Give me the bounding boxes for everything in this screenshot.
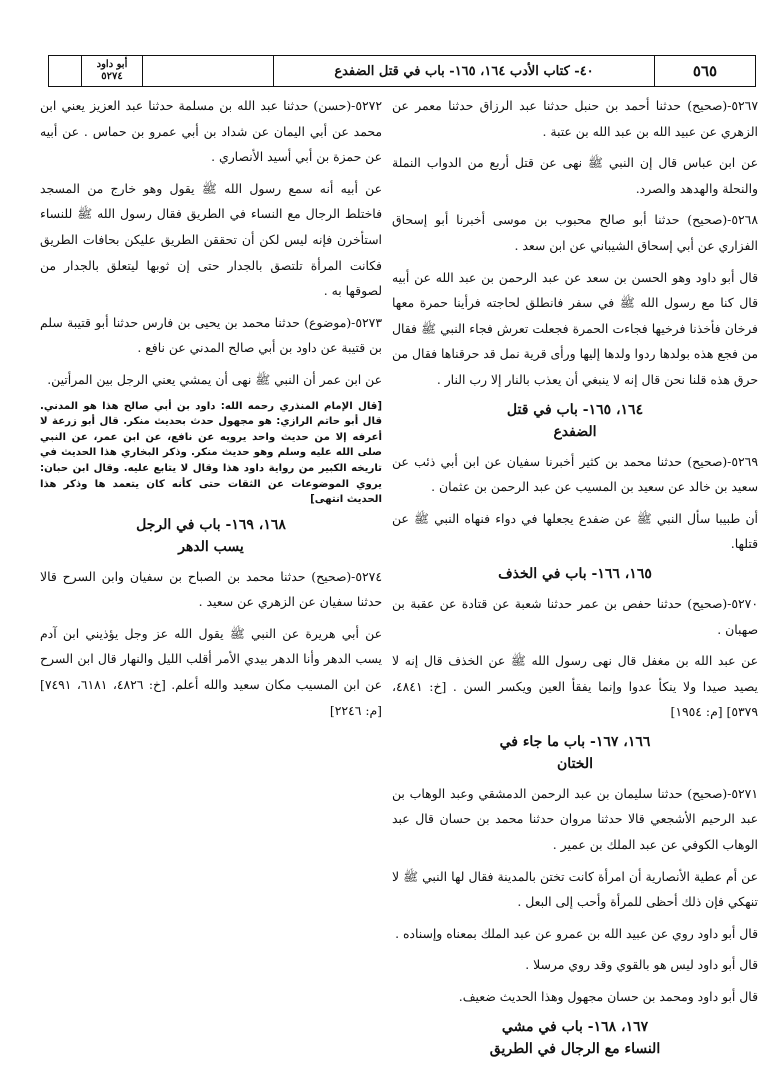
right-column: [392, 93, 758, 1066]
header-blank-cell: [142, 56, 273, 86]
hadith-paragraph: عن أم عطية الأنصارية أن امرأة كانت تختن بالمدينة فقال لها النبي ﷺ لا تنهكي فإن ذلك أحظى للمرأة وأحب إلى البعل .: [392, 868, 758, 910]
left-column: [40, 93, 382, 729]
section-heading-line: ١٦٥، ١٦٦- باب في الخذف: [498, 565, 652, 582]
book-reference: [81, 56, 142, 86]
hadith-paragraph: ٥٢٦٩-(صحيح) حدثنا محمد بن كثير أخبرنا سفيان عن ابن أبي ذئب عن سعيد بن خالد عن سعيد بن المسيب عن عبد الرحمن بن عثمان .: [392, 453, 758, 495]
hadith-paragraph: ٥٢٧٣-(موضوع) حدثنا محمد بن يحيى بن فارس حدثنا أبو قتيبة سلم بن قتيبة عن داود بن أبي صالح المدني عن نافع .: [40, 314, 382, 356]
hadith-paragraph: قال أبو داود وهو الحسن بن سعد عن عبد الرحمن بن عبد الله عن أبيه قال كنا مع رسول الله ﷺ في سفر فانطلق لحاجته فرأينا حمرة معها فرخان فأخذنا فرخيها فجاءت الحمرة فجعلت تعرش فجاء النبي ﷺ فقال من فجع هذه بولدها ردوا ولدها إليها ورأى قرية نمل قد حرقناها فقال من حرق هذه قلنا نحن قال إنه لا ينبغي أن يعذب بالنار إلا رب النار .: [392, 269, 758, 387]
chapter-title: ٤٠- كتاب الأدب ١٦٤، ١٦٥- باب في قتل الضفدع: [273, 56, 654, 86]
footnote: [قال الإمام المنذري رحمه الله: داود بن أبي صالح هذا هو المدني. قال أبو حاتم الرازي: هو مجهول حدث بحديث منكر. قال أبو زرعة لا أعرفه إلا من حديث واحد يرويه عن نافع، عن ابن عمر، عن النبي صلى الله عليه وسلم وهو حديث منكر. وذكر البخاري هذا الحديث في تاريخه الكبير من رواية داود هذا وقال لا يتابع عليه. وقال ابن حبان: يروي الموضوعات عن الثقات حتى كأنه كان يتعمد ها وذكر هذا الحديث انتهى]: [40, 400, 382, 506]
hadith-number: ٥٢٧٤: [101, 71, 123, 82]
section-heading-line: ١٦٦، ١٦٧- باب ما جاء في: [499, 733, 651, 750]
section-heading: [392, 399, 758, 443]
section-heading: [392, 563, 758, 585]
hadith-paragraph: قال أبو داود ليس هو بالقوي وقد روي مرسلا .: [525, 957, 758, 973]
section-heading-line: ١٦٧، ١٦٨- باب في مشي: [501, 1018, 649, 1035]
section-heading: [40, 514, 382, 558]
hadith-paragraph: عن ابن عمر أن النبي ﷺ نهى أن يمشي يعني الرجل بين المرأتين.: [47, 371, 382, 387]
hadith-paragraph: ٥٢٧٢-(حسن) حدثنا عبد الله بن مسلمة حدثنا عبد العزيز يعني ابن محمد عن أبي اليمان عن شداد بن أبي عمرو بن حماس . عن أبيه عن حمزة بن أبي أسيد الأنصاري .: [40, 98, 382, 165]
hadith-paragraph: عن أبي هريرة عن النبي ﷺ يقول الله عز وجل يؤذيني ابن آدم يسب الدهر وأنا الدهر بيدي الأمر أقلب الليل والنهار قال ابن السرح عن ابن المسيب مكان سعيد والله أعلم. [خ: ٤٨٢٦، ٦١٨١، ٧٤٩١] [م: ٢٢٤٦]: [40, 625, 382, 718]
hadith-paragraph: ٥٢٦٧-(صحيح) حدثنا أحمد بن حنبل حدثنا عبد الرزاق حدثنا معمر عن الزهري عن عبيد الله بن عبد الله بن عتبة .: [392, 98, 758, 139]
section-heading-line: الختان: [557, 755, 593, 772]
hadith-paragraph: عن أبيه أنه سمع رسول الله ﷺ يقول وهو خارج من المسجد فاختلط الرجال مع النساء في الطريق فقال رسول الله ﷺ للنساء استأخرن فإنه ليس لكن أن تحققن الطريق عليكن بحافات الطريق فكانت المرأة تلتصق بالجدار حتى إن ثوبها ليتعلق بالجدار من لصوقها به .: [40, 180, 382, 299]
hadith-paragraph: ٥٢٧٠-(صحيح) حدثنا حفص بن عمر حدثنا شعبة عن قتادة عن عقبة بن صهبان .: [392, 595, 758, 637]
section-heading-line: يسب الدهر: [178, 538, 244, 555]
hadith-paragraph: عن عبد الله بن مغفل قال نهى رسول الله ﷺ عن الخذف قال إنه لا يصيد صيدا ولا ينكأ عدوا وإنما يفقأ العين ويكسر السن . [خ: ٤٨٤١، ٥٣٧٩] [م: ١٩٥٤]: [392, 653, 758, 720]
hadith-paragraph: قال أبو داود روي عن عبيد الله بن عمرو عن عبد الملك بمعناه وإسناده .: [395, 925, 758, 941]
hadith-paragraph: عن ابن عباس قال إن النبي ﷺ نهى عن قتل أربع من الدواب النملة والنحلة والهدهد والصرد.: [392, 155, 758, 196]
page-number: ٥٦٥: [654, 56, 755, 86]
hadith-paragraph: أن طبيبا سأل النبي ﷺ عن ضفدع يجعلها في دواء فنهاه النبي ﷺ عن قتلها.: [392, 510, 758, 552]
section-heading-line: ١٦٨، ١٦٩- باب في الرجل: [136, 516, 286, 533]
section-heading: [392, 731, 758, 775]
section-heading-line: النساء مع الرجال في الطريق: [489, 1040, 661, 1057]
section-heading-line: ١٦٤، ١٦٥- باب في قتل: [506, 401, 644, 418]
section-heading: [392, 1016, 758, 1060]
page-header: [48, 55, 756, 87]
header-blank-cell: [49, 56, 81, 86]
hadith-paragraph: ٥٢٧١-(صحيح) حدثنا سليمان بن عبد الرحمن الدمشقي وعبد الوهاب بن عبد الرحيم الأشجعي قالا حدثنا مروان حدثنا محمد بن حسان قال عبد الوهاب الكوفي عن عبد الملك بن عمير .: [392, 785, 758, 853]
book-name: أبو داود: [96, 59, 128, 70]
section-heading-line: الضفدع: [553, 423, 597, 440]
hadith-paragraph: ٥٢٧٤-(صحيح) حدثنا محمد بن الصباح بن سفيان وابن السرح قالا حدثنا سفيان عن الزهري عن سعيد .: [40, 568, 382, 610]
hadith-paragraph: ٥٢٦٨-(صحيح) حدثنا أبو صالح محبوب بن موسى أخبرنا أبو إسحاق الفزاري عن أبي إسحاق الشيباني عن ابن سعد .: [392, 212, 758, 253]
hadith-paragraph: قال أبو داود ومحمد بن حسان مجهول وهذا الحديث ضعيف.: [458, 989, 758, 1005]
